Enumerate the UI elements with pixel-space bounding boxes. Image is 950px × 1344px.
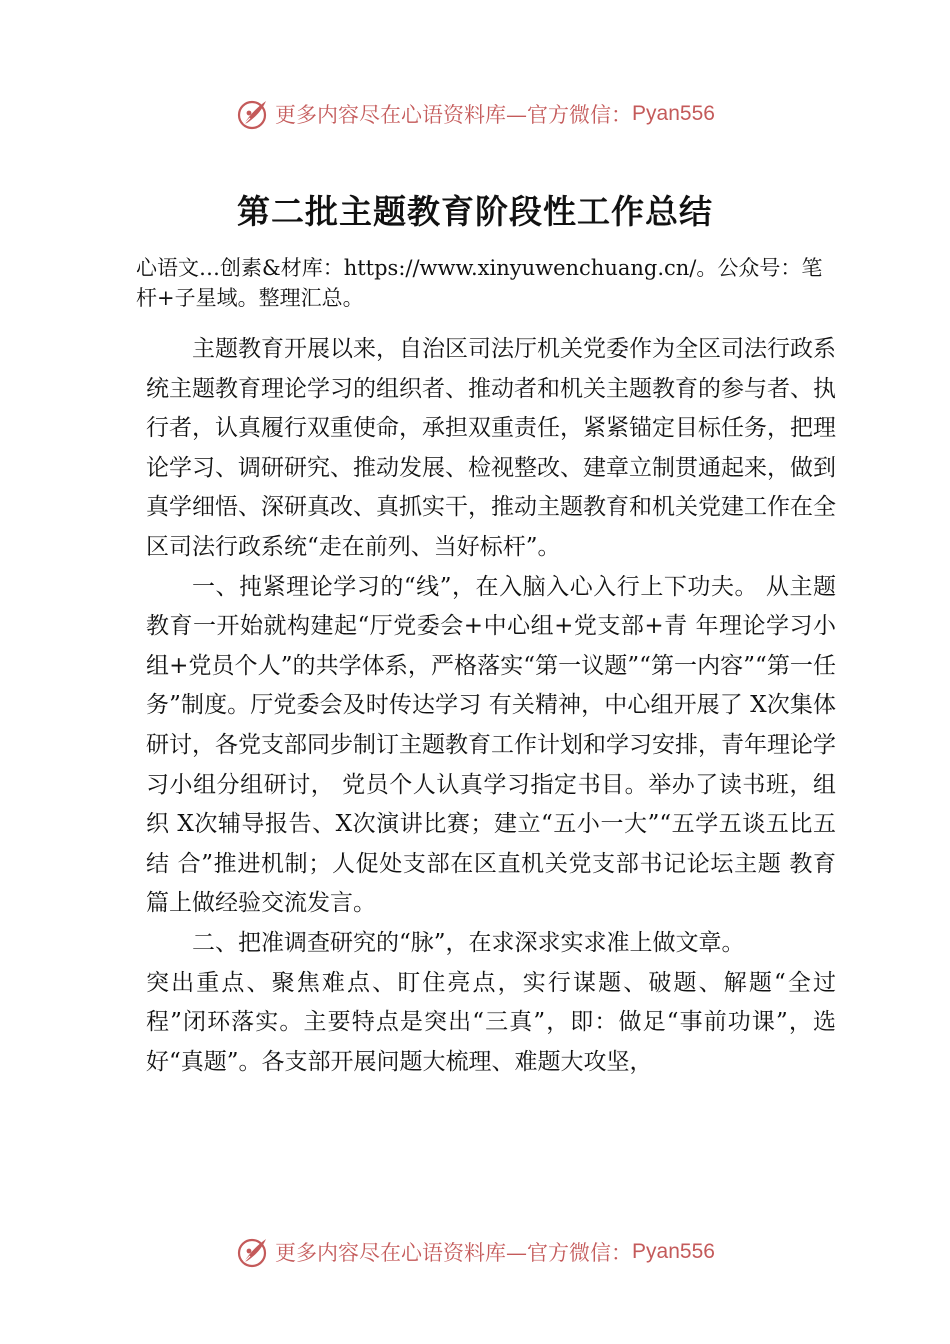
paragraph-section-2-heading: 二、把准调查研究的“脉”，在求深求实求准上做文章。 bbox=[192, 929, 745, 956]
paragraph-section-2-body: 突出重点、聚焦难点、盯住亮点，实行谋题、破题、解题“全过程”闭环落实。主要特点是突出“三真”，即：做足“事前功课”，选好“真题”。各支部开展问题大梳理、难题大攻坚， bbox=[146, 969, 836, 1075]
document-title: 第二批主题教育阶段性工作总结 bbox=[237, 192, 713, 231]
source-note: 心语文…创素&材库：https://www.xinyuwenchuang.cn/。公众号：笔杆+子星域。整理汇总。 bbox=[136, 256, 823, 310]
wechat-id: Pyan556 bbox=[632, 1240, 715, 1263]
header-banner bbox=[0, 94, 950, 134]
footer-banner bbox=[0, 1232, 950, 1272]
banner-text: 更多内容尽在心语资料库—官方微信： bbox=[275, 1241, 633, 1265]
wechat-id: Pyan556 bbox=[632, 102, 715, 125]
paragraph-intro: 主题教育开展以来，自治区司法厅机关党委作为全区司法行政系统主题教育理论学习的组织者、推动者和机关主题教育的参与者、执行者，认真履行双重使命，承担双重责任，紧紧锚定目标任务，把理论学习、调研研究、推动发展、检视整改、建章立制贯通起来，做到真学细悟、深研真改、真抓实干，推动主题教育和机关党建工作在全区司法行政系统“走在前列、当好标杆”。 bbox=[146, 336, 836, 560]
document-body bbox=[146, 330, 836, 1082]
paragraph-section-1: 一、扽紧理论学习的“线”，在入脑入心入行上下功夫。 从主题教育一开始就构建起“厅党委会+中心组+党支部+青 年理论学习小组+党员个人”的共学体系，严格落实“第一议题”“第一内容”“第一任务”制度。厅党委会及时传达学习 有关精神，中心组开展了 X次集体研讨，各党支部同步制订主题教育工作计划和学习安排，青年理论学习小组分组研讨， 党员个人认真学习指定书目。举办了读书班，组织 X次辅导报告、X次演讲比赛；建立“五小一大”“五学五谈五比五结 合”推进机制；人促处支部在区直机关党支部书记论坛主题 教育篇上做经验交流发言。 bbox=[146, 573, 836, 917]
quill-pen-icon bbox=[235, 1234, 271, 1270]
banner-text: 更多内容尽在心语资料库—官方微信： bbox=[275, 103, 633, 127]
quill-pen-icon bbox=[235, 96, 271, 132]
